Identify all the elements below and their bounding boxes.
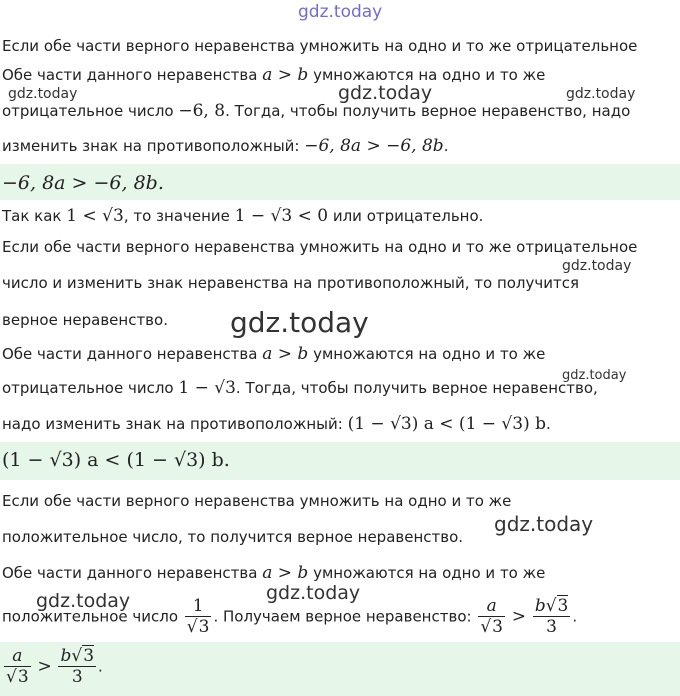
rule-3b-line: положительное число, то получится верное неравенство.	[2, 528, 464, 546]
watermark: gdz.today	[562, 258, 632, 274]
fraction-bsqrt3-over-3: $\frac{b√3}{3}$	[534, 596, 569, 637]
result-1: −6, 8a > −6, 8b.	[2, 172, 164, 194]
fraction-1-over-sqrt3: $\frac{1}{√3}$	[186, 596, 210, 637]
rule-2a-line: Если обе части верного неравенства умножить на одно и то же отрицательное	[2, 238, 638, 256]
neg-number-line: отрицательное число −6, 8. Тогда, чтобы получить верное неравенство, надо	[2, 101, 631, 121]
watermark: gdz.today	[562, 368, 627, 383]
fraction-a-over-sqrt3: $\frac{a}{√3}$	[6, 646, 29, 687]
watermark: gdz.today	[36, 590, 131, 612]
rule-2b-line: число и изменить знак неравенства на противоположный, то получится	[2, 274, 580, 292]
neg-number-line-2: отрицательное число 1 − √3. Тогда, чтобы получить верное неравенство,	[2, 378, 598, 398]
watermark: gdz.today	[494, 512, 594, 536]
since-line: Так как 1 < √3, то значение 1 − √3 < 0 или отрицательно.	[2, 206, 484, 226]
watermark: gdz.today	[8, 86, 78, 102]
fraction-bsqrt3-over-3: $\frac{b√3}{3}$	[60, 646, 95, 687]
change-sign-line-2: надо изменить знак на противоположный: (1 − √3) a < (1 − √3) b.	[2, 414, 551, 434]
watermark: gdz.today	[338, 82, 433, 104]
watermark-large: gdz.today	[230, 306, 369, 339]
fraction-a-over-sqrt3: $\frac{a}{√3}$	[480, 596, 503, 637]
rule-3a-line: Если обе части верного неравенства умножить на одно и то же	[2, 492, 512, 510]
change-sign-line: изменить знак на противоположный: −6, 8a > −6, 8b.	[2, 136, 449, 156]
both-sides-line-2: Обе части данного неравенства a > b умножаются на одно и то же	[2, 344, 546, 364]
both-sides-line-3: Обе части данного неравенства a > b умножаются на одно и то же	[2, 563, 546, 583]
watermark: gdz.today	[566, 86, 636, 102]
watermark: gdz.today	[266, 582, 361, 604]
watermark-top: gdz.today	[298, 2, 383, 22]
rule-1-line: Если обе части верного неравенства умножить на одно и то же отрицательное	[2, 37, 638, 55]
result-2: (1 − √3) a < (1 − √3) b.	[2, 449, 230, 471]
rule-2c-line: верное неравенство.	[2, 311, 168, 329]
both-sides-line-1: Обе части данного неравенства a > b умножаются на одно и то же	[2, 65, 546, 85]
result-3: $\frac{a}{√3}$ > $\frac{b√3}{3}$ .	[6, 646, 103, 687]
pos-number-line: положительное число $\frac{1}{√3}$ . Получаем верное неравенство: $\frac{a}{√3}$ > $\frac{b√3}{3}$ .	[2, 596, 578, 637]
